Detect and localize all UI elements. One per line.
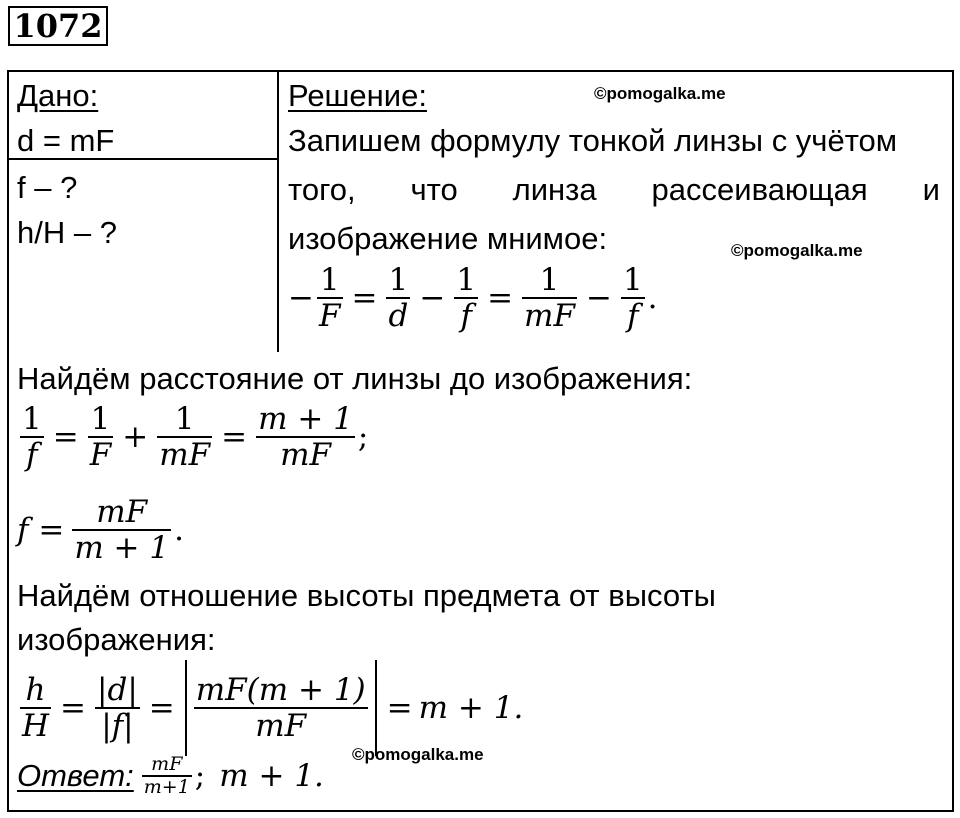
word: что	[410, 172, 458, 207]
fraction	[20, 673, 51, 743]
denominator: mF	[524, 298, 575, 335]
step-find-ratio-2: изображения:	[17, 622, 216, 657]
denominator: f	[26, 437, 38, 474]
find-item-f: f – ?	[17, 170, 78, 205]
answer-line	[17, 754, 324, 798]
denominator: F	[89, 437, 112, 474]
fraction	[142, 754, 192, 798]
distance-equation	[17, 402, 368, 472]
semicolon: ;	[357, 419, 369, 456]
given-heading: Дано:	[17, 78, 99, 113]
equals-sign: =	[52, 419, 79, 456]
numerator: 1	[319, 262, 340, 298]
find-item-ratio: h/H – ?	[17, 215, 117, 250]
denominator: mF	[280, 437, 331, 474]
denominator: F	[318, 298, 341, 335]
table-border-top	[7, 70, 954, 72]
solution-line-3: изображение мнимое:	[288, 221, 608, 256]
numerator: 1	[388, 262, 409, 298]
numerator: 1	[622, 262, 643, 298]
equals-sign: =	[148, 690, 175, 726]
denominator: m + 1	[74, 530, 170, 567]
numerator: mF(m + 1)	[195, 671, 366, 708]
fraction	[317, 263, 343, 333]
numerator: 1	[539, 262, 560, 298]
denominator: m+1	[143, 775, 190, 798]
fraction	[95, 673, 140, 743]
abs-bar-right	[375, 660, 377, 756]
fraction	[194, 673, 368, 743]
solution-line-1: Запишем формулу тонкой линзы с учётом	[288, 123, 898, 158]
fraction	[454, 263, 478, 333]
watermark: ©pomogalka.me	[731, 241, 863, 260]
equals-sign: =	[351, 280, 378, 317]
ratio-result: m + 1.	[418, 690, 524, 726]
distance-result	[17, 495, 184, 565]
answer-value: m + 1.	[219, 757, 324, 794]
word: и	[922, 172, 940, 207]
numerator: 1	[174, 401, 195, 437]
numerator: 1	[22, 401, 42, 437]
fraction	[20, 402, 44, 472]
ratio-equation	[17, 660, 523, 756]
denominator: mF	[255, 708, 307, 744]
minus-sign: −	[288, 280, 314, 317]
table-border-left	[7, 70, 9, 812]
minus-sign: −	[585, 280, 612, 317]
solution-line-2	[288, 172, 940, 208]
step-find-ratio-1: Найдём отношение высоты предмета от высоты	[17, 578, 716, 613]
answer-label: Ответ:	[17, 757, 134, 793]
denominator: d	[388, 298, 409, 335]
numerator: 1	[456, 262, 477, 298]
word: линза	[512, 172, 597, 207]
watermark: ©pomogalka.me	[594, 84, 726, 103]
fraction	[621, 263, 645, 333]
fraction	[386, 263, 410, 333]
denominator: mF	[159, 437, 211, 474]
equals-sign: =	[60, 690, 87, 726]
fraction	[88, 402, 114, 472]
given-column-divider	[277, 70, 279, 352]
numerator: |d|	[97, 671, 138, 708]
denominator: f	[627, 298, 639, 335]
semicolon: ;	[194, 757, 206, 794]
table-border-right	[952, 70, 954, 812]
fraction	[522, 263, 577, 333]
denominator: f	[460, 298, 472, 335]
fraction	[72, 495, 171, 565]
denominator: |f|	[101, 708, 134, 744]
solution-heading: Решение:	[288, 78, 427, 113]
table-border-bottom	[7, 810, 954, 812]
minus-sign: −	[419, 280, 446, 317]
equals-sign: =	[386, 690, 413, 726]
numerator: 1	[90, 401, 111, 437]
numerator: m + 1	[258, 401, 353, 437]
plus-sign: +	[122, 419, 149, 456]
word: того,	[288, 172, 356, 207]
given-line: d = mF	[17, 123, 115, 158]
numerator: h	[25, 671, 46, 708]
equals-sign: =	[221, 419, 248, 456]
f-equals: f =	[17, 512, 65, 549]
period: .	[174, 512, 184, 549]
watermark: ©pomogalka.me	[352, 745, 484, 764]
numerator: mF	[96, 494, 148, 530]
fraction	[256, 402, 355, 472]
problem-number: 1072	[8, 6, 108, 46]
fraction	[157, 402, 212, 472]
denominator: H	[22, 708, 50, 744]
step-find-distance: Найдём расстояние от линзы до изображения:	[17, 361, 693, 396]
equals-sign: =	[487, 280, 514, 317]
period: .	[647, 280, 658, 317]
lens-formula	[288, 263, 658, 333]
abs-bar-left	[185, 660, 187, 756]
word: рассеивающая	[651, 172, 868, 207]
numerator: mF	[151, 753, 183, 775]
